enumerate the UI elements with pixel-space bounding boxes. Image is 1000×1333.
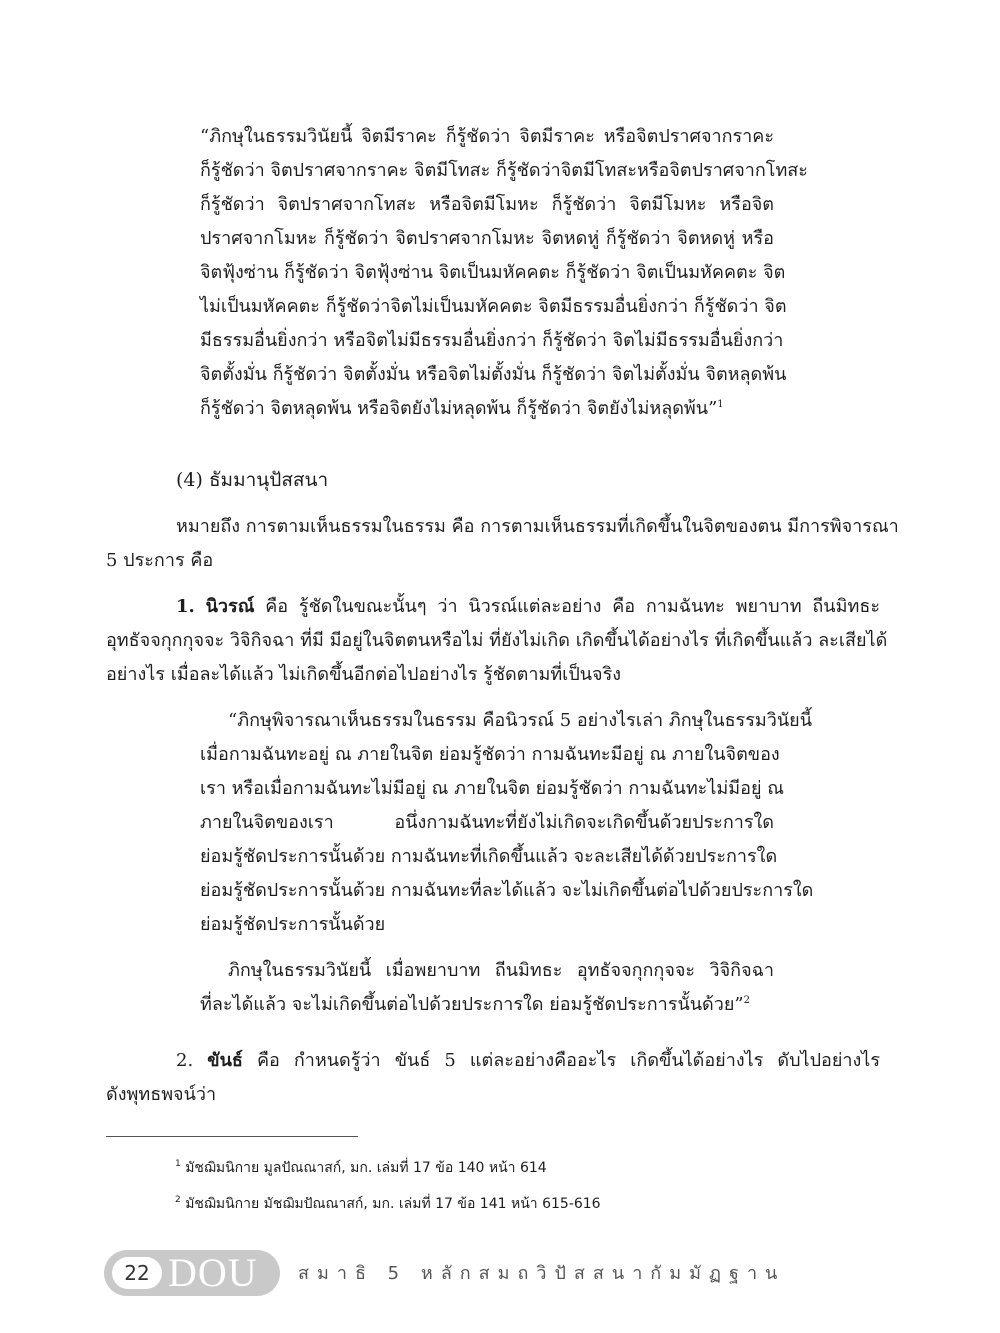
quote2-line: เรา หรือเมื่อกามฉันทะไม่มีอยู่ ณ ภายในจิต ย่อมรู้ชัดว่า กามฉันทะไม่มีอยู่ ณ xyxy=(200,778,784,799)
intro-line: หมายถึง การตามเห็นธรรมในธรรม คือ การตามเห็นธรรมที่เกิดขึ้นในจิตของตน มีการพิจารณา xyxy=(176,516,899,537)
item1-line: อย่างไร เมื่อละได้แล้ว ไม่เกิดขึ้นอีกต่อไปอย่างไร รู้ชัดตามที่เป็นจริง xyxy=(106,664,622,685)
item1-line: คือ รู้ชัดในขณะนั้นๆ ว่า นิวรณ์แต่ละอย่าง คือ กามฉันทะ พยาบาท ถีนมิทธะ xyxy=(265,596,880,617)
quote3-line: ที่ละได้แล้ว จะไม่เกิดขึ้นต่อไปด้วยประการใด ย่อมรู้ชัดประการนั้นด้วย” xyxy=(200,994,744,1015)
page-number: 22 xyxy=(112,1257,162,1289)
section-heading: (4) ธัมมานุปัสสนา xyxy=(176,469,329,491)
footnote-ref-2[interactable]: 2 xyxy=(743,995,750,1006)
footnote-ref-1[interactable]: 1 xyxy=(717,399,724,410)
item1-line: อุทธัจจกุกกุจจะ วิจิกิจฉา ที่มี มีอยู่ในจิตตนหรือไม่ ที่ยังไม่เกิด เกิดขึ้นได้อย่างไร ที่เกิดขึ้นแล้ว ละเสียได้ xyxy=(106,630,888,651)
quote1-line: มีธรรมอื่นยิ่งกว่า หรือจิตไม่มีธรรมอื่นยิ่งกว่า ก็รู้ชัดว่า จิตไม่มีธรรมอื่นยิ่งกว่า xyxy=(200,330,784,351)
item2-line: ดังพุทธพจน์ว่า xyxy=(106,1084,217,1105)
item2-first-line xyxy=(106,1044,880,1078)
footnote-1 xyxy=(175,1158,547,1178)
quote3-line: ภิกษุในธรรมวินัยนี้ เมื่อพยาบาท ถีนมิทธะ อุทธัจจกุกกุจจะ วิจิกิจฉา xyxy=(228,960,774,981)
quote1-line: ไม่เป็นมหัคคตะ ก็รู้ชัดว่าจิตไม่เป็นมหัคคตะ จิตมีธรรมอื่นยิ่งกว่า ก็รู้ชัดว่า จิต xyxy=(200,296,787,317)
item1-term: นิวรณ์ xyxy=(205,596,255,617)
item1-first-line xyxy=(106,590,880,624)
quote2-line: ภายในจิตของเรา อนึ่งกามฉันทะที่ยังไม่เกิดจะเกิดขึ้นด้วยประการใด xyxy=(200,812,774,833)
footnote-2 xyxy=(175,1194,601,1214)
quote1-line: ปราศจากโมหะ ก็รู้ชัดว่า จิตปราศจากโมหะ จิตหดหู่ ก็รู้ชัดว่า จิตหดหู่ หรือ xyxy=(200,228,774,249)
brand-logo-text: DOU xyxy=(168,1250,258,1295)
quote1-line: จิตฟุ้งซ่าน ก็รู้ชัดว่า จิตฟุ้งซ่าน จิตเป็นมหัคคตะ ก็รู้ชัดว่า จิตเป็นมหัคคตะ จิต xyxy=(200,262,786,283)
quote1-line: ก็รู้ชัดว่า จิตหลุดพ้น หรือจิตยังไม่หลุดพ้น ก็รู้ชัดว่า จิตยังไม่หลุดพ้น” xyxy=(200,398,718,419)
quote1-last-line xyxy=(200,392,774,426)
quote2-line: ย่อมรู้ชัดประการนั้นด้วย กามฉันทะที่ละได้แล้ว จะไม่เกิดขึ้นต่อไปด้วยประการใด xyxy=(200,880,814,901)
quote1-line: “ภิกษุในธรรมวินัยนี้ จิตมีราคะ ก็รู้ชัดว่า จิตมีราคะ หรือจิตปราศจากราคะ xyxy=(200,126,774,147)
quote1-line: ก็รู้ชัดว่า จิตปราศจากโทสะ หรือจิตมีโมหะ ก็รู้ชัดว่า จิตมีโมหะ หรือจิต xyxy=(200,194,774,215)
footnote-mark: 1 xyxy=(175,1159,181,1169)
quote3-last-line xyxy=(200,988,774,1022)
footnote-text: มัชฌิมนิกาย มูลปัณณาสก์, มก. เล่มที่ 17 ข้อ 140 หน้า 614 xyxy=(185,1160,547,1176)
item2-line: คือ กำหนดรู้ว่า ขันธ์ 5 แต่ละอย่างคืออะไร เกิดขึ้นได้อย่างไร ดับไปอย่างไร xyxy=(256,1050,880,1071)
quote2-line: ย่อมรู้ชัดประการนั้นด้วย กามฉันทะที่เกิดขึ้นแล้ว จะละเสียได้ด้วยประการใด xyxy=(200,846,778,867)
item1-number: 1. xyxy=(176,596,195,617)
running-title: สมาธิ 5 หลักสมถวิปัสสนากัมมัฏฐาน xyxy=(298,1263,786,1284)
quote1-line: ก็รู้ชัดว่า จิตปราศจากราคะ จิตมีโทสะ ก็รู้ชัดว่าจิตมีโทสะหรือจิตปราศจากโทสะ xyxy=(200,160,808,181)
quote2-line: เมื่อกามฉันทะอยู่ ณ ภายในจิต ย่อมรู้ชัดว่า กามฉันทะมีอยู่ ณ ภายในจิตของ xyxy=(200,744,780,765)
quote1-line: จิตตั้งมั่น ก็รู้ชัดว่า จิตตั้งมั่น หรือจิตไม่ตั้งมั่น ก็รู้ชัดว่า จิตไม่ตั้งมั่น จิตหลุดพ้น xyxy=(200,364,787,385)
intro-line: 5 ประการ คือ xyxy=(106,550,214,571)
footnote-mark: 2 xyxy=(175,1195,181,1205)
item2-term: ขันธ์ xyxy=(207,1050,243,1071)
footnote-text: มัชฌิมนิกาย มัชฌิมปัณณาสก์, มก. เล่มที่ 17 ข้อ 141 หน้า 615-616 xyxy=(185,1196,601,1212)
footnote-divider xyxy=(106,1136,358,1137)
quote2-line: ย่อมรู้ชัดประการนั้นด้วย xyxy=(200,914,386,935)
quote2-line: “ภิกษุพิจารณาเห็นธรรมในธรรม คือนิวรณ์ 5 อย่างไรเล่า ภิกษุในธรรมวินัยนี้ xyxy=(228,710,813,731)
item2-number: 2. xyxy=(176,1050,194,1071)
